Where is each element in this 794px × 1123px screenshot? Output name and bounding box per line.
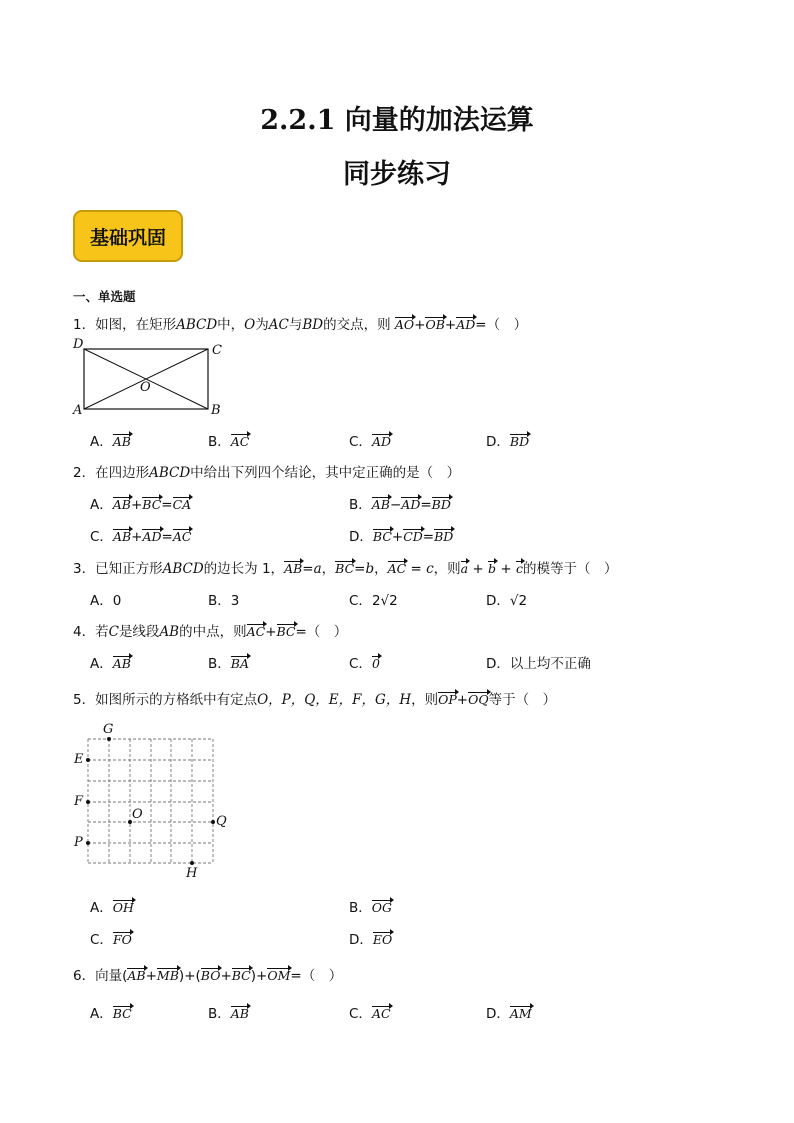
vector: AC (246, 624, 266, 639)
vector: b (488, 561, 497, 576)
option-a[interactable]: A．AB (90, 656, 131, 672)
vector: BC (231, 968, 251, 983)
badge-label: 基础巩固 (89, 226, 166, 249)
vector: AD (456, 317, 476, 332)
vector: AB (112, 529, 132, 544)
option-c[interactable]: C．FO (90, 932, 132, 948)
label-f: F (74, 794, 84, 809)
option-a[interactable]: A．AB+BC=CA (90, 497, 192, 513)
option-b[interactable]: B．AC (208, 434, 250, 450)
vector: AM (509, 1006, 532, 1021)
vector: AD (142, 529, 162, 544)
vector: AB (230, 1006, 249, 1021)
option-c[interactable]: C．AD (349, 434, 391, 450)
vector: AB (112, 497, 131, 512)
option-d[interactable]: D．AM (486, 1006, 532, 1022)
question-4: 4．若C是线段AB的中点，则AC+BC=（ ） (73, 624, 348, 640)
vector: FO (112, 932, 132, 947)
option-c[interactable]: C．AC (349, 1006, 391, 1022)
vector: AB (112, 656, 131, 671)
vector: OQ (468, 692, 489, 707)
vector: OG (371, 900, 392, 915)
vector: BD (431, 497, 451, 512)
vector: AD (371, 434, 391, 449)
vector: OB (425, 317, 445, 332)
label-c: C (212, 343, 222, 358)
option-c[interactable]: C．2√2 (349, 593, 398, 609)
label-p: P (74, 835, 83, 850)
vector: AB (112, 434, 131, 449)
question-6: 6．向量(AB+MB)+(BO+BC)+OM=（ ） (73, 968, 343, 984)
grid-figure (86, 737, 216, 867)
section-badge (73, 210, 183, 262)
option-c[interactable]: C．0 (349, 656, 380, 672)
label-q: Q (216, 814, 227, 829)
vector: AB (127, 968, 146, 983)
vector: AB (284, 561, 303, 576)
question-5: 5．如图所示的方格纸中有定点O，P，Q，E，F，G，H，则OP+OQ等于（ ） (73, 692, 557, 708)
option-a[interactable]: A．OH (90, 900, 134, 916)
option-b[interactable]: B．OG (349, 900, 392, 916)
vector: a (460, 561, 469, 576)
vector: BC (276, 624, 296, 639)
option-b[interactable]: B．BA (208, 656, 249, 672)
vector: BC (335, 561, 355, 576)
vector: AC (230, 434, 250, 449)
vector: MB (156, 968, 179, 983)
section-heading: 一、单选题 (73, 289, 136, 304)
page-title: 2.2.1 向量的加法运算 (260, 105, 534, 136)
page-subtitle: 同步练习 (343, 159, 451, 190)
vector: AC (172, 529, 192, 544)
label-o: O (132, 807, 143, 822)
label-h: H (186, 866, 198, 881)
option-b[interactable]: B．3 (208, 593, 240, 609)
option-b[interactable]: B．AB−AD=BD (349, 497, 451, 513)
vector: c (515, 561, 523, 576)
question-2: 2．在四边形ABCD中给出下列四个结论，其中定正确的是（ ） (73, 465, 461, 481)
option-c[interactable]: C．AB+AD=AC (90, 529, 192, 545)
vector: AC (371, 1006, 391, 1021)
question-1: 1．如图，在矩形ABCD中，O为AC与BD的交点，则 AO+OB+AD=（ ） (73, 317, 528, 333)
vector: BO (200, 968, 221, 983)
vector: OM (267, 968, 291, 983)
vector: OH (112, 900, 134, 915)
vector: OP (438, 692, 457, 707)
option-a[interactable]: A．0 (90, 593, 122, 609)
vector: BD (434, 529, 454, 544)
vector: AO (394, 317, 415, 332)
option-a[interactable]: A．BC (90, 1006, 132, 1022)
option-a[interactable]: A．AB (90, 434, 131, 450)
vector: CD (403, 529, 423, 544)
label-o: O (140, 380, 151, 395)
label-a: A (73, 403, 83, 418)
label-b: B (211, 403, 221, 418)
vector: BD (509, 434, 530, 449)
label-e: E (74, 752, 84, 767)
option-b[interactable]: B．AB (208, 1006, 249, 1022)
vector: CA (172, 497, 192, 512)
option-d[interactable]: D．BC+CD=BD (349, 529, 454, 545)
label-d: D (73, 337, 84, 352)
rectangle-figure (70, 336, 230, 418)
option-d[interactable]: D．√2 (486, 593, 528, 609)
vector: AD (401, 497, 421, 512)
vector: BC (142, 497, 162, 512)
option-d[interactable]: D．EO (349, 932, 393, 948)
vector: BA (230, 656, 249, 671)
vector: BC (112, 1006, 132, 1021)
option-d[interactable]: D．BD (486, 434, 530, 450)
vector: 0 (371, 656, 380, 671)
label-g: G (103, 722, 114, 737)
option-d[interactable]: D．以上均不正确 (486, 656, 591, 672)
vector: EO (372, 932, 393, 947)
vector: AB (371, 497, 390, 512)
vector: BC (372, 529, 392, 544)
vector: AC (387, 561, 407, 576)
question-3: 3．已知正方形ABCD的边长为 1，AB=a，BC=b，AC = c，则a + b + c的模等于（ ） (73, 561, 618, 577)
